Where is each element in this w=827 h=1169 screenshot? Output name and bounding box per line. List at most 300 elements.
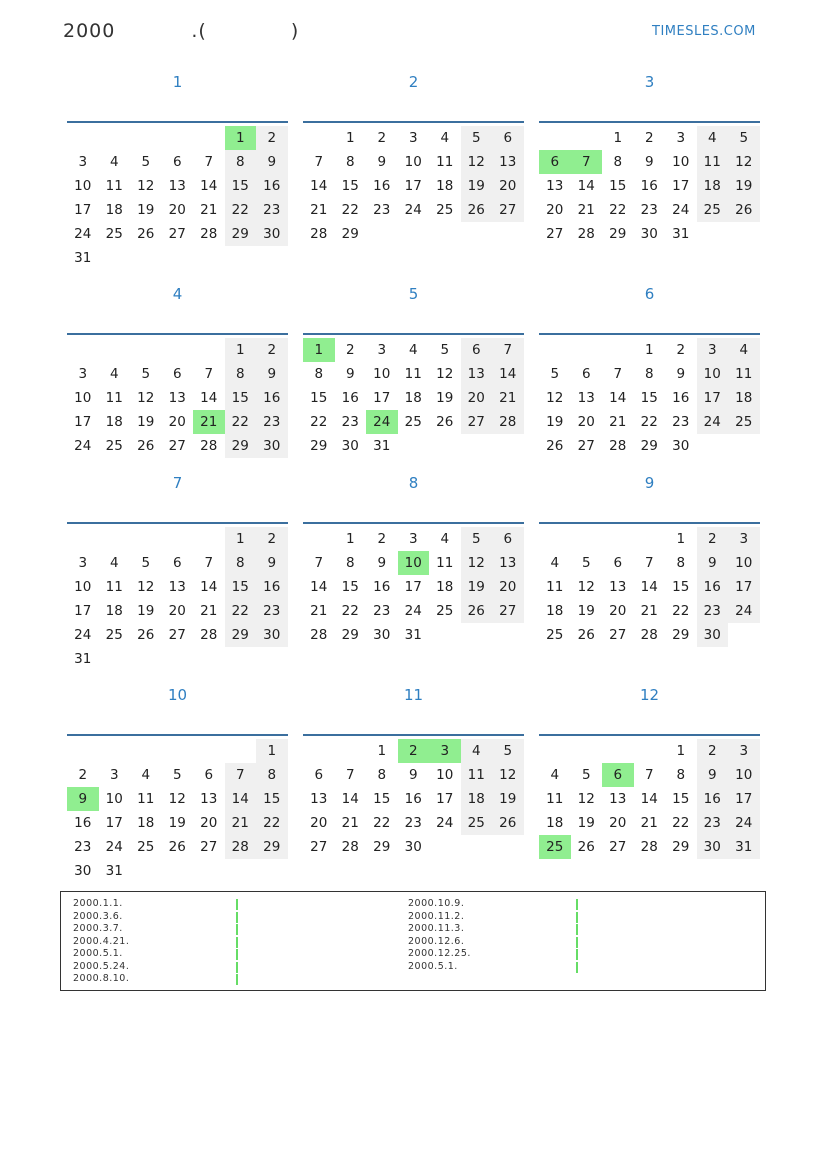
holiday-note-marker [576, 924, 578, 935]
day-cell: 20 [461, 386, 493, 410]
day-cell: 14 [310, 579, 328, 595]
holiday-note-marker [576, 899, 578, 910]
day-cell: 23 [256, 599, 288, 623]
day-cell: 25 [546, 627, 564, 643]
day-cell: 30 [404, 839, 422, 855]
day-cell: 4 [109, 366, 119, 382]
day-cell: 25 [728, 410, 760, 434]
day-cell: 18 [105, 202, 123, 218]
day-cell: 31 [74, 651, 92, 667]
day-cell: 29 [341, 226, 359, 242]
day-cell: 7 [345, 767, 355, 783]
day-cell: 15 [256, 787, 288, 811]
day-cell: 7 [204, 154, 214, 170]
month-calendar-7 [67, 474, 288, 667]
day-cell: 22 [256, 811, 288, 835]
day-cell: 13 [609, 579, 627, 595]
day-cell: 13 [200, 791, 218, 807]
day-cell: 14 [492, 362, 524, 386]
holiday-note: 2000.10.9. [408, 898, 465, 909]
day-cell: 11 [436, 555, 454, 571]
day-cell: 12 [492, 763, 524, 787]
day-cell: 23 [256, 198, 288, 222]
day-cell: 17 [697, 386, 729, 410]
holiday-note-marker [236, 962, 238, 973]
day-cell: 7 [613, 366, 623, 382]
day-cell: 25 [137, 839, 155, 855]
day-cell: 26 [461, 599, 493, 623]
day-cell: 2 [256, 338, 288, 362]
day-cell: 16 [373, 178, 391, 194]
day-cell: 28 [200, 438, 218, 454]
day-cell: 22 [225, 410, 257, 434]
holiday-note: 2000.8.10. [73, 973, 130, 984]
holiday-day-cell: 6 [602, 763, 634, 787]
day-cell: 24 [74, 438, 92, 454]
day-cell: 18 [461, 787, 493, 811]
day-cell: 29 [225, 222, 257, 246]
day-cell: 8 [676, 555, 686, 571]
holiday-note: 2000.3.6. [73, 910, 123, 922]
day-cell: 31 [404, 627, 422, 643]
day-cell: 29 [341, 627, 359, 643]
holiday-day-cell: 3 [429, 739, 461, 763]
day-cell: 17 [728, 575, 760, 599]
holiday-day-cell: 24 [366, 410, 398, 434]
day-cell: 17 [728, 787, 760, 811]
month-divider [539, 333, 760, 335]
month-calendar-10 [67, 686, 288, 879]
title-close-paren: ) [290, 20, 300, 42]
day-cell: 8 [256, 763, 288, 787]
day-cell: 8 [613, 154, 623, 170]
day-cell: 25 [105, 627, 123, 643]
day-cell: 5 [581, 555, 591, 571]
holiday-day-cell: 1 [303, 338, 335, 362]
month-title: 1 [172, 73, 183, 91]
day-cell: 7 [314, 555, 324, 571]
day-cell: 8 [225, 150, 257, 174]
day-cell: 27 [168, 226, 186, 242]
day-cell: 7 [204, 366, 214, 382]
day-cell: 28 [225, 835, 257, 859]
day-cell: 6 [613, 555, 623, 571]
day-cell: 3 [697, 338, 729, 362]
day-cell: 9 [697, 551, 729, 575]
day-cell: 23 [74, 839, 92, 855]
day-cell: 10 [404, 154, 422, 170]
day-cell: 12 [168, 791, 186, 807]
day-cell: 20 [492, 174, 524, 198]
month-title: 8 [408, 474, 419, 492]
holiday-note: 2000.4.21. [73, 935, 130, 947]
holiday-note: 2000.5.1. [73, 948, 123, 959]
day-cell: 18 [697, 174, 729, 198]
month-divider [67, 333, 288, 335]
day-cell: 10 [74, 390, 92, 406]
day-cell: 21 [341, 815, 359, 831]
day-cell: 27 [168, 438, 186, 454]
day-cell: 24 [74, 226, 92, 242]
day-cell: 5 [141, 555, 151, 571]
holiday-note-marker [576, 949, 578, 960]
day-cell: 7 [314, 154, 324, 170]
day-cell: 14 [577, 178, 595, 194]
day-cell: 4 [440, 130, 450, 146]
day-cell: 15 [341, 178, 359, 194]
day-cell: 18 [546, 815, 564, 831]
day-cell: 31 [672, 226, 690, 242]
month-calendar-9 [539, 474, 760, 643]
day-cell: 11 [105, 579, 123, 595]
day-cell: 17 [672, 178, 690, 194]
day-cell: 18 [728, 386, 760, 410]
day-cell: 13 [168, 178, 186, 194]
day-cell: 11 [546, 579, 564, 595]
month-divider [539, 121, 760, 123]
day-cell: 15 [225, 386, 257, 410]
brand-link[interactable]: TIMESLES.COM [652, 24, 756, 39]
day-cell: 11 [137, 791, 155, 807]
day-cell: 15 [225, 174, 257, 198]
day-cell: 29 [672, 627, 690, 643]
day-cell: 1 [644, 342, 654, 358]
day-cell: 19 [137, 414, 155, 430]
day-cell: 16 [404, 791, 422, 807]
day-cell: 6 [172, 154, 182, 170]
day-cell: 6 [204, 767, 214, 783]
day-cell: 19 [461, 174, 493, 198]
day-cell: 15 [609, 178, 627, 194]
day-cell: 27 [310, 839, 328, 855]
holiday-day-cell: 10 [398, 551, 430, 575]
day-cell: 24 [697, 410, 729, 434]
day-cell: 1 [377, 743, 387, 759]
day-cell: 30 [256, 222, 288, 246]
day-cell: 12 [137, 390, 155, 406]
day-cell: 27 [546, 226, 564, 242]
day-cell: 26 [436, 414, 454, 430]
day-cell: 27 [609, 839, 627, 855]
day-cell: 22 [341, 202, 359, 218]
day-cell: 10 [105, 791, 123, 807]
day-cell: 6 [461, 338, 493, 362]
day-cell: 11 [404, 366, 422, 382]
holiday-note: 2000.5.1. [408, 960, 458, 972]
holiday-note: 2000.11.2. [408, 910, 465, 922]
day-cell: 30 [672, 438, 690, 454]
day-cell: 15 [672, 791, 690, 807]
day-cell: 29 [672, 839, 690, 855]
day-cell: 5 [172, 767, 182, 783]
day-cell: 12 [137, 178, 155, 194]
day-cell: 6 [314, 767, 324, 783]
day-cell: 19 [546, 414, 564, 430]
day-cell: 25 [697, 198, 729, 222]
day-cell: 16 [697, 575, 729, 599]
day-cell: 20 [492, 575, 524, 599]
day-cell: 20 [310, 815, 328, 831]
day-cell: 26 [137, 627, 155, 643]
day-cell: 16 [672, 390, 690, 406]
month-calendar-1 [67, 73, 288, 266]
day-cell: 18 [105, 603, 123, 619]
day-cell: 22 [672, 815, 690, 831]
day-cell: 22 [310, 414, 328, 430]
day-cell: 1 [225, 338, 257, 362]
day-cell: 20 [609, 815, 627, 831]
day-cell: 28 [640, 839, 658, 855]
day-cell: 23 [697, 811, 729, 835]
day-cell: 23 [640, 202, 658, 218]
day-cell: 29 [256, 835, 288, 859]
day-cell: 11 [105, 178, 123, 194]
holiday-note: 2000.12.25. [408, 948, 471, 959]
day-cell: 24 [728, 599, 760, 623]
day-cell: 9 [676, 366, 686, 382]
day-cell: 18 [436, 178, 454, 194]
day-cell: 26 [461, 198, 493, 222]
day-cell: 17 [74, 202, 92, 218]
day-cell: 14 [341, 791, 359, 807]
day-cell: 1 [676, 743, 686, 759]
month-divider [67, 121, 288, 123]
day-cell: 11 [436, 154, 454, 170]
day-cell: 24 [404, 202, 422, 218]
holiday-note-marker [236, 937, 238, 948]
month-title: 9 [644, 474, 655, 492]
day-cell: 2 [377, 531, 387, 547]
month-divider [303, 121, 524, 123]
day-cell: 12 [461, 150, 493, 174]
day-cell: 27 [200, 839, 218, 855]
month-divider [67, 734, 288, 736]
holiday-day-cell: 25 [539, 835, 571, 859]
day-cell: 29 [640, 438, 658, 454]
day-cell: 23 [672, 414, 690, 430]
day-cell: 25 [436, 603, 454, 619]
day-cell: 25 [404, 414, 422, 430]
day-cell: 31 [74, 250, 92, 266]
holiday-note-marker [576, 937, 578, 948]
month-calendar-5 [303, 285, 524, 454]
day-cell: 24 [105, 839, 123, 855]
day-cell: 5 [461, 527, 493, 551]
day-cell: 30 [640, 226, 658, 242]
day-cell: 27 [461, 410, 493, 434]
day-cell: 22 [373, 815, 391, 831]
day-cell: 13 [168, 390, 186, 406]
holiday-note-marker [236, 949, 238, 960]
month-title: 11 [403, 686, 424, 704]
day-cell: 5 [440, 342, 450, 358]
day-cell: 1 [676, 531, 686, 547]
day-cell: 23 [697, 599, 729, 623]
holiday-day-cell: 7 [571, 150, 603, 174]
day-cell: 18 [137, 815, 155, 831]
day-cell: 9 [256, 551, 288, 575]
day-cell: 9 [408, 767, 418, 783]
day-cell: 14 [200, 390, 218, 406]
month-title: 5 [408, 285, 419, 303]
page-title [63, 20, 299, 42]
day-cell: 14 [640, 791, 658, 807]
day-cell: 5 [581, 767, 591, 783]
day-cell: 7 [644, 767, 654, 783]
day-cell: 17 [436, 791, 454, 807]
day-cell: 21 [200, 603, 218, 619]
day-cell: 8 [345, 555, 355, 571]
day-cell: 17 [74, 603, 92, 619]
day-cell: 14 [310, 178, 328, 194]
day-cell: 24 [728, 811, 760, 835]
day-cell: 19 [137, 603, 155, 619]
day-cell: 20 [168, 414, 186, 430]
day-cell: 1 [256, 739, 288, 763]
day-cell: 4 [109, 154, 119, 170]
day-cell: 17 [373, 390, 391, 406]
day-cell: 10 [728, 551, 760, 575]
day-cell: 4 [550, 555, 560, 571]
day-cell: 28 [341, 839, 359, 855]
day-cell: 14 [225, 787, 257, 811]
day-cell: 18 [546, 603, 564, 619]
day-cell: 18 [404, 390, 422, 406]
day-cell: 10 [373, 366, 391, 382]
day-cell: 3 [109, 767, 119, 783]
day-cell: 22 [640, 414, 658, 430]
day-cell: 18 [436, 579, 454, 595]
day-cell: 5 [141, 154, 151, 170]
day-cell: 20 [200, 815, 218, 831]
day-cell: 30 [373, 627, 391, 643]
day-cell: 3 [78, 154, 88, 170]
day-cell: 16 [640, 178, 658, 194]
day-cell: 8 [225, 362, 257, 386]
day-cell: 15 [225, 575, 257, 599]
day-cell: 22 [341, 603, 359, 619]
day-cell: 10 [74, 178, 92, 194]
day-cell: 21 [492, 386, 524, 410]
day-cell: 14 [640, 579, 658, 595]
day-cell: 4 [550, 767, 560, 783]
day-cell: 11 [105, 390, 123, 406]
day-cell: 28 [609, 438, 627, 454]
day-cell: 2 [78, 767, 88, 783]
day-cell: 21 [200, 202, 218, 218]
day-cell: 26 [137, 438, 155, 454]
day-cell: 13 [546, 178, 564, 194]
day-cell: 30 [697, 623, 729, 647]
day-cell: 2 [345, 342, 355, 358]
day-cell: 28 [200, 627, 218, 643]
day-cell: 21 [640, 603, 658, 619]
day-cell: 20 [609, 603, 627, 619]
month-calendar-8 [303, 474, 524, 643]
day-cell: 27 [609, 627, 627, 643]
day-cell: 20 [168, 202, 186, 218]
day-cell: 28 [310, 226, 328, 242]
day-cell: 10 [672, 154, 690, 170]
day-cell: 6 [581, 366, 591, 382]
day-cell: 20 [546, 202, 564, 218]
day-cell: 15 [373, 791, 391, 807]
day-cell: 4 [728, 338, 760, 362]
day-cell: 8 [644, 366, 654, 382]
day-cell: 3 [78, 366, 88, 382]
day-cell: 19 [577, 603, 595, 619]
day-cell: 29 [225, 434, 257, 458]
day-cell: 6 [492, 126, 524, 150]
holiday-note-marker [236, 899, 238, 910]
day-cell: 11 [546, 791, 564, 807]
day-cell: 16 [74, 815, 92, 831]
day-cell: 24 [436, 815, 454, 831]
day-cell: 10 [436, 767, 454, 783]
day-cell: 5 [550, 366, 560, 382]
day-cell: 29 [609, 226, 627, 242]
day-cell: 12 [728, 150, 760, 174]
title-dot-paren: .( [191, 20, 207, 42]
day-cell: 21 [609, 414, 627, 430]
holiday-day-cell: 2 [398, 739, 430, 763]
month-title: 2 [408, 73, 419, 91]
day-cell: 7 [204, 555, 214, 571]
day-cell: 13 [310, 791, 328, 807]
day-cell: 3 [377, 342, 387, 358]
day-cell: 2 [377, 130, 387, 146]
day-cell: 12 [137, 579, 155, 595]
day-cell: 31 [373, 438, 391, 454]
holiday-note-marker [576, 912, 578, 923]
day-cell: 10 [74, 579, 92, 595]
day-cell: 23 [256, 410, 288, 434]
day-cell: 26 [492, 811, 524, 835]
day-cell: 7 [644, 555, 654, 571]
holiday-notes-box [60, 891, 766, 991]
day-cell: 30 [256, 434, 288, 458]
day-cell: 19 [461, 575, 493, 599]
holiday-note-marker [576, 962, 578, 973]
day-cell: 2 [256, 527, 288, 551]
day-cell: 30 [697, 835, 729, 859]
day-cell: 17 [404, 178, 422, 194]
day-cell: 4 [461, 739, 493, 763]
day-cell: 16 [373, 579, 391, 595]
day-cell: 12 [461, 551, 493, 575]
day-cell: 24 [404, 603, 422, 619]
day-cell: 15 [672, 579, 690, 595]
day-cell: 2 [644, 130, 654, 146]
day-cell: 30 [341, 438, 359, 454]
day-cell: 3 [728, 527, 760, 551]
holiday-note-marker [236, 974, 238, 985]
day-cell: 4 [697, 126, 729, 150]
month-title: 4 [172, 285, 183, 303]
day-cell: 26 [137, 226, 155, 242]
day-cell: 16 [341, 390, 359, 406]
day-cell: 2 [256, 126, 288, 150]
day-cell: 13 [168, 579, 186, 595]
day-cell: 25 [436, 202, 454, 218]
day-cell: 23 [404, 815, 422, 831]
day-cell: 23 [373, 202, 391, 218]
month-calendar-3 [539, 73, 760, 242]
holiday-day-cell: 6 [539, 150, 571, 174]
day-cell: 4 [141, 767, 151, 783]
holiday-note: 2000.3.7. [73, 923, 123, 934]
day-cell: 24 [672, 202, 690, 218]
